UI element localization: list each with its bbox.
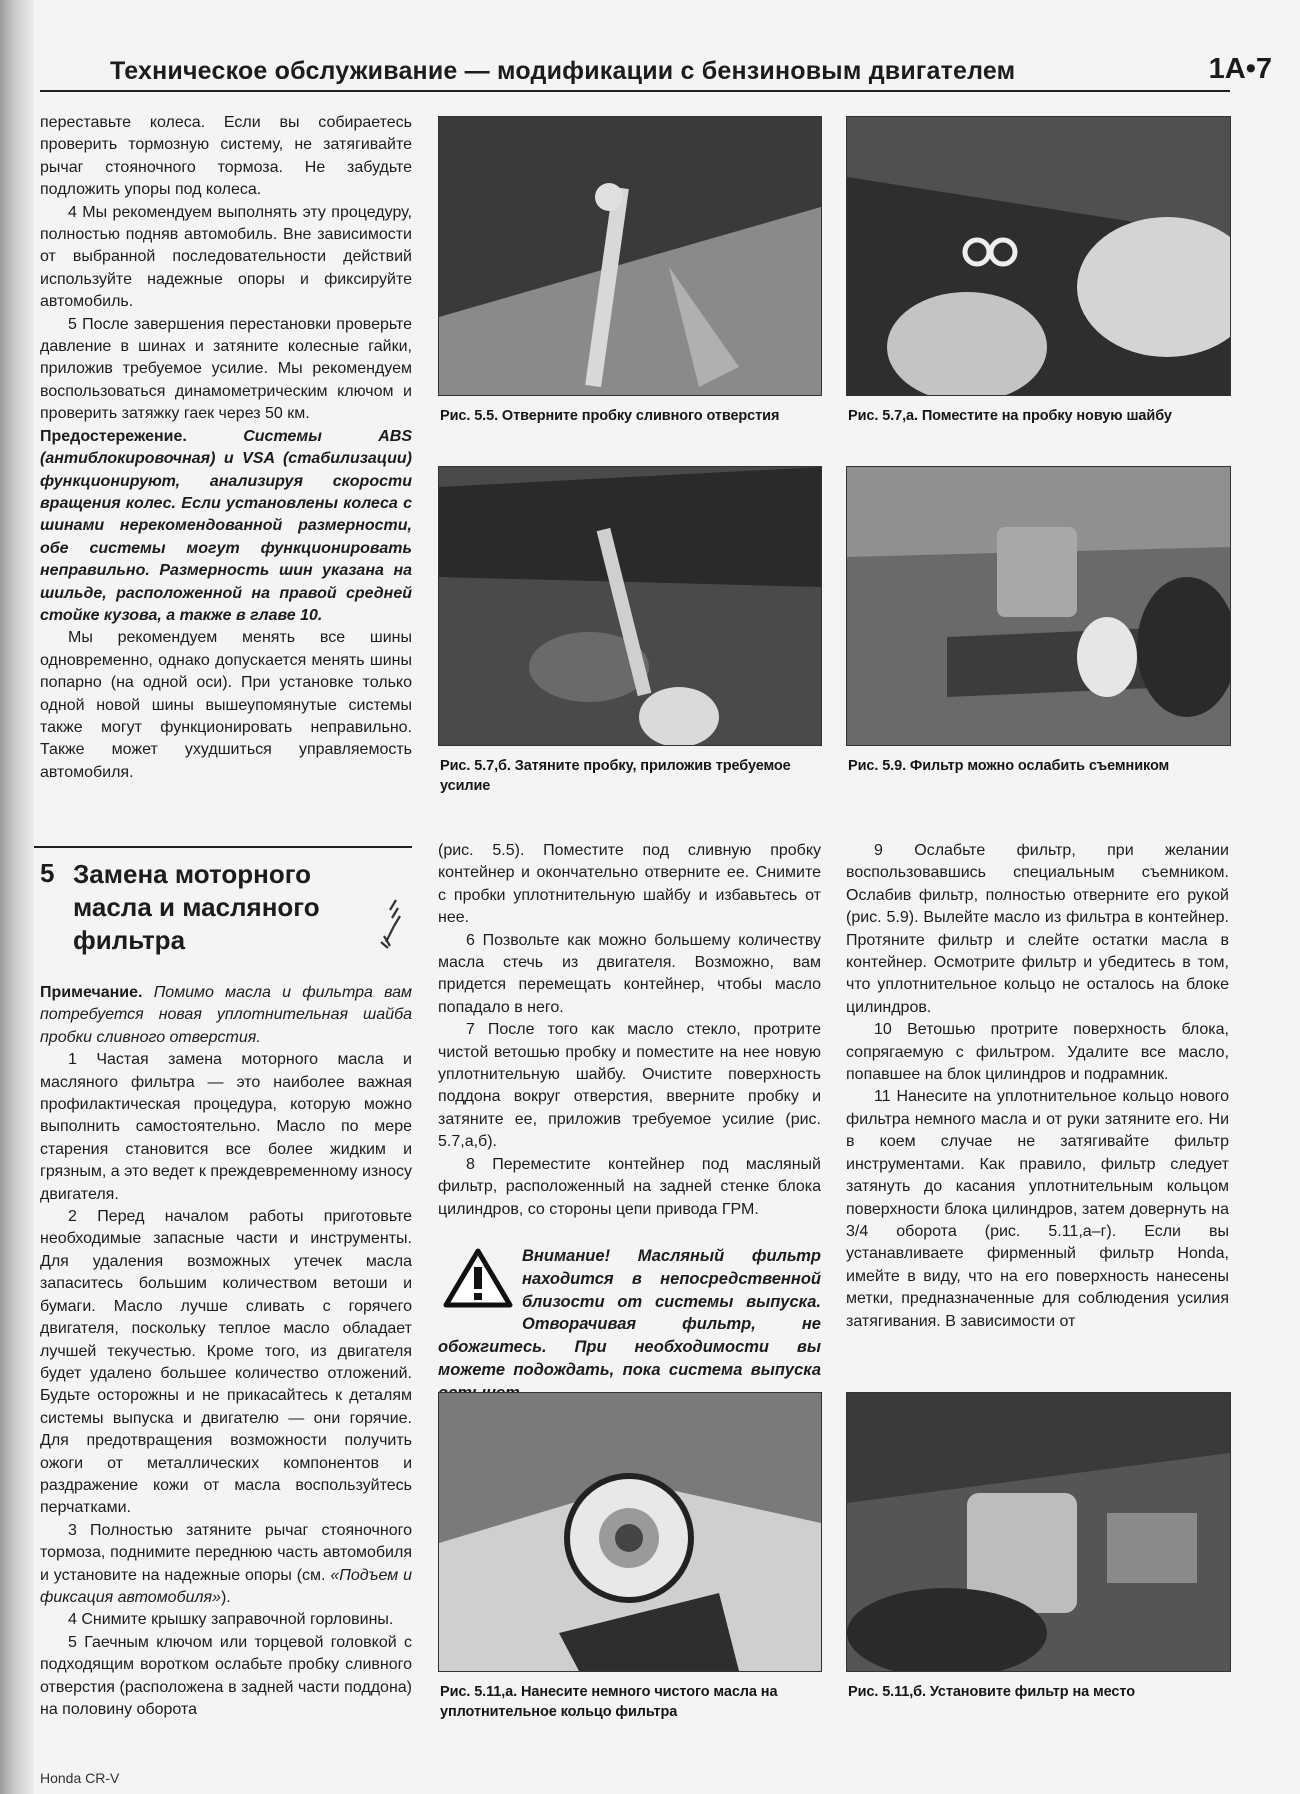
figure-5-11a-caption: Рис. 5.11,а. Нанесите немного чистого масла на уплотнительное кольцо фильтра: [440, 1684, 778, 1720]
middle-column: [438, 840, 821, 1221]
note-text: Помимо масла и фильтра вам потребуется новая уплотнительная шайба пробки сливного отверстия.: [40, 984, 412, 1046]
section-body-column: [40, 982, 412, 1721]
section-title-line: фильтра: [73, 925, 186, 955]
cross-reference: «Подъем и фиксация автомобиля»: [40, 1566, 413, 1606]
paragraph: (рис. 5.5). Поместите под сливную пробку контейнер и окончательно отверните ее. Снимите с пробки уплотнительную шайбу и избавьтесь от нее.: [438, 842, 821, 927]
paragraph: 10 Ветошью протрите поверхность блока, сопрягаемую с фильтром. Удалите все масло, попавшее на блок цилиндров и подрамник.: [846, 1021, 1229, 1084]
page-header: [40, 48, 1272, 92]
note-paragraph: [40, 982, 412, 1049]
section-divider: [34, 846, 412, 848]
paragraph: переставьте колеса. Если вы собираетесь проверить тормозную систему, не затягивайте рычаг стояночного тормоза. Не забудьте подложить упоры под колеса.: [40, 114, 412, 199]
paragraph: 4 Снимите крышку заправочной горловины.: [68, 1611, 394, 1629]
section-title-line: масла и масляного: [73, 892, 320, 922]
section-number: 5: [40, 858, 55, 888]
figure-5-11b-photo: [846, 1392, 1231, 1672]
paragraph: 5 Гаечным ключом или торцевой головкой с подходящим воротком ослабьте пробку сливного отверстия (расположена в задней части поддона) на половину оборота: [40, 1633, 412, 1718]
section-heading: [40, 852, 412, 955]
figure-5-5-photo: [438, 116, 822, 396]
paragraph: 2 Перед началом работы приготовьте необходимые запасные части и инструменты. Для удаления возможных утечек масла запаситесь большим количеством ветоши и бумаги. Масло лучше сливать с горячего двигателя, поскольку теплое масло обладает лучшей текучестью. Кроме того, из двигателя будет удалено большее количество отложений. Будьте осторожны и не прикасайтесь к деталям системы выпуска и двигателю — они горячие. Для предотвращения возможности получить ожоги от металлических компонентов и раздражение кожи от масла воспользуйтесь перчатками.: [40, 1208, 412, 1517]
figure-5-9-photo: [846, 466, 1231, 746]
warning-label: Внимание!: [522, 1247, 611, 1265]
binding-shadow: [0, 0, 34, 1794]
figure-5-11a-photo: [438, 1392, 822, 1672]
warning-triangle-icon: [442, 1247, 514, 1309]
paragraph: [40, 1520, 412, 1610]
paragraph-text: 3 Полностью затяните рычаг стояночного тормоза, поднимите переднюю часть автомобиля и установите на надежные опоры (см.: [40, 1521, 412, 1584]
figure-5-7a-photo: [846, 116, 1231, 396]
paragraph: 4 Мы рекомендуем выполнять эту процедуру, полностью подняв автомобиль. Вне зависимости от выбранной последовательности действий используйте надежные опоры и фиксируйте автомобиль.: [40, 203, 412, 311]
paragraph: 9 Ослабьте фильтр, при желании воспользовавшись специальным съемником. Ослабив фильтр, полностью отверните его рукой (рис. 5.9). Вылейте масло из фильтра в контейнер. Протяните фильтр и слейте остатки масла в контейнер. Осмотрите фильтр и убедитесь в том, что уплотнительное кольцо не осталось на блоке цилиндров.: [846, 842, 1229, 1016]
note-label: Примечание.: [40, 984, 143, 1001]
warning-box: [438, 1245, 821, 1379]
warning-text: Масляный фильтр находится в непосредственной близости от системы выпуска. Отворачивая фильтр, не обожгитесь. При необходимости вы можете подождать, пока система выпуска: [438, 1247, 821, 1379]
figure-5-9-caption: Рис. 5.9. Фильтр можно ослабить съемником: [848, 758, 1170, 774]
caution-paragraph: [40, 426, 412, 628]
caution-label: Предостережение.: [40, 427, 187, 445]
paragraph: 6 Позвольте как можно большему количеству масла стечь из двигателя. Возможно, вам придется перемещать контейнер, чтобы масло попадало в него.: [438, 931, 821, 1016]
section-title-line: Замена моторного: [73, 859, 312, 889]
figure-5-5-caption: Рис. 5.5. Отверните пробку сливного отверстия: [440, 408, 780, 424]
page-number: 1A•7: [1208, 53, 1272, 85]
figure-5-7b-caption: Рис. 5.7,б. Затяните пробку, приложив требуемое усилие: [440, 758, 791, 794]
paragraph: 5 После завершения перестановки проверьте давление в шинах и затяните колесные гайки, приложив требуемое усилие. Мы рекомендуем воспользоваться динамометрическим ключом и проверить затяжку гаек через 50 км.: [40, 315, 412, 423]
paragraph: 1 Частая замена моторного масла и масляного фильтра — это наиболее важная профилактическая процедура, которую можно выполнить самостоятельно. Масло по мере старения становится все более жидким и грязным, а это ведет к преждевременному износу двигателя.: [40, 1051, 412, 1203]
right-column: [846, 840, 1229, 1333]
paragraph: Мы рекомендуем менять все шины одновременно, однако допускается менять шины попарно (на одной оси). При установке только одной новой шины вышеупомянутые системы также могут функционировать неправильно. Также может ухудшиться управляемость автомобиля.: [40, 629, 412, 781]
section-title: [73, 858, 320, 957]
difficulty-wrench-icon: [378, 896, 406, 950]
left-column: [40, 112, 412, 784]
figure-5-7b-photo: [438, 466, 822, 746]
paragraph-text: ).: [220, 1588, 231, 1606]
caution-text: Системы ABS (антиблокировочная) и VSA (стабилизации) функционируют, анализируя скорости вращения колес. Если установлены колеса с шинами нерекомендованной размерности, обе системы могут функционировать неправильно. Размерность шин указана на шильде, расположенной на правой средней стойке кузова, а также в главе 10.: [40, 427, 412, 624]
figure-5-7a-caption: Рис. 5.7,а. Поместите на пробку новую шайбу: [848, 408, 1172, 424]
paragraph: 7 После того как масло стекло, протрите чистой ветошью пробку и поместите на нее новую уплотнительную шайбу. Очистите поверхность поддона вокруг отверстия, вверните пробку и затяните ее, приложив требуемое усилие (рис. 5.7,а,б).: [438, 1021, 821, 1151]
paragraph: 8 Переместите контейнер под масляный фильтр, расположенный на задней стенке блока цилиндров, со стороны цепи привода ГРМ.: [438, 1155, 821, 1218]
paragraph: 11 Нанесите на уплотнительное кольцо нового фильтра немного масла и от руки затяните его. Ни в коем случае не затягивайте фильтр инструментами. Как правило, фильтр следует затянуть до касания уплотнительным кольцом поверхности блока цилиндров, затем довернуть на 3/4 оборота (рис. 5.11,а–г). Если вы устанавливаете фирменный фильтр Honda, имейте в виду, что на его поверхность нанесены метки, предназначенные для соблюдения усилия затягивания. В зависимости от: [846, 1088, 1229, 1330]
figure-5-11b-caption: Рис. 5.11,б. Установите фильтр на место: [848, 1684, 1135, 1700]
page-title: Техническое обслуживание — модификации с бензиновым двигателем: [110, 57, 1016, 85]
footer-model: Honda CR-V: [40, 1770, 120, 1786]
